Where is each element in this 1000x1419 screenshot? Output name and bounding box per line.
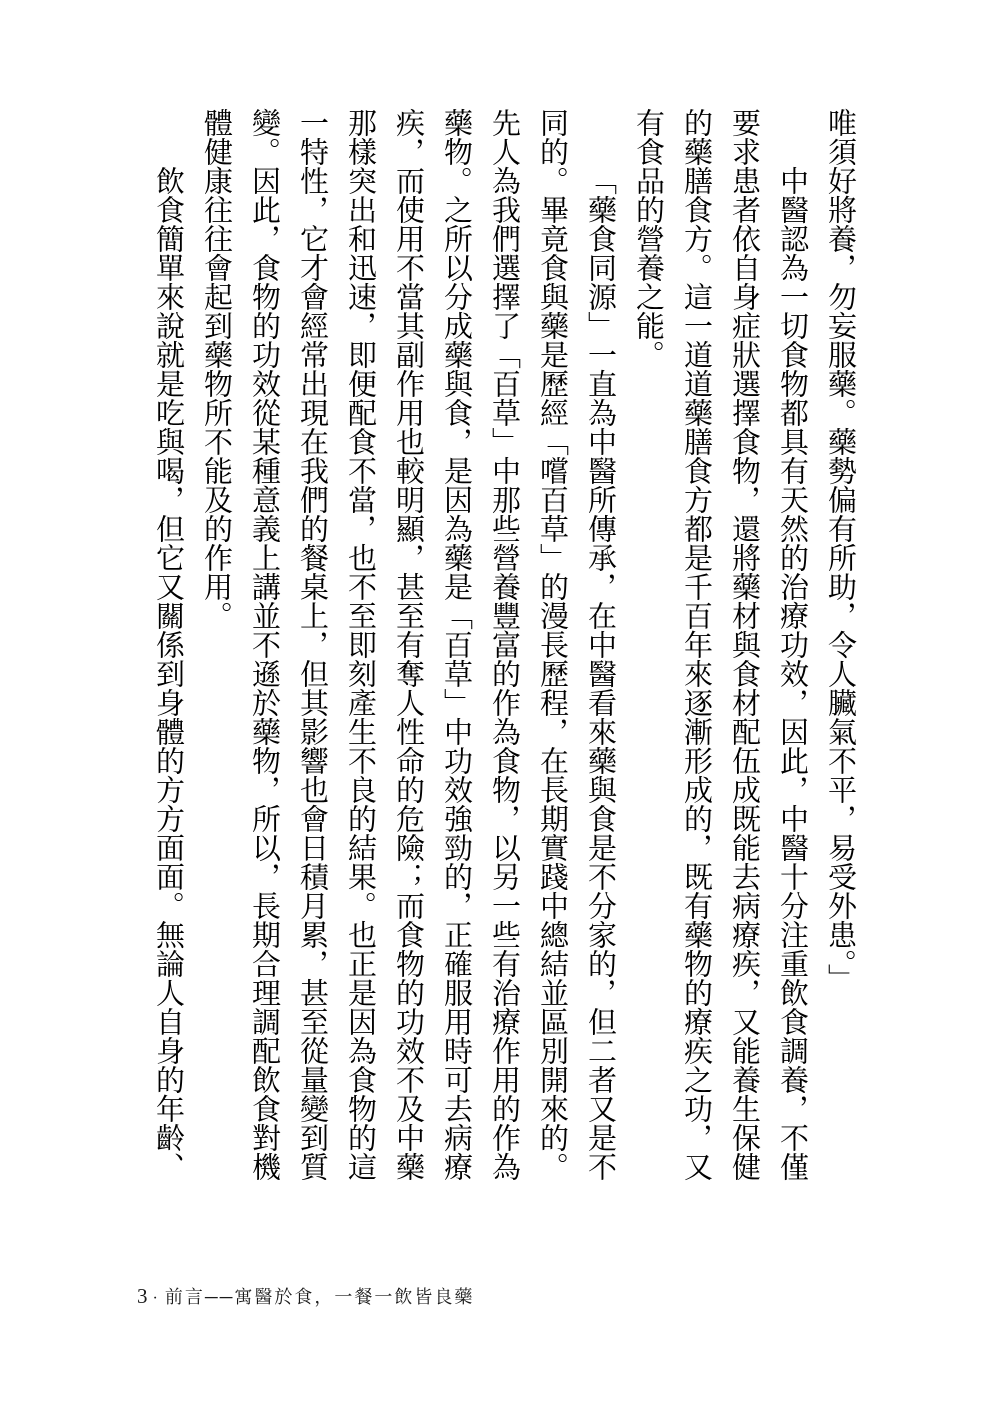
page-footer	[137, 1283, 474, 1309]
paragraph: 唯須好將養，勿妄服藥。藥勢偏有所助，令人臟氣不平，易受外患。」	[824, 108, 856, 993]
footer-separator: ·	[152, 1290, 160, 1307]
paragraph: 「藥食同源」一直為中醫所傳承，在中醫看來藥與食是不分家的，但二者又是不同的。畢竟食與藥是歷經「嚐百草」的漫長歷程，在長期實踐中總結並區別開來的。先人為我們選擇了「百草」中那些營養豐富的作為食物，以另一些有治療作用的作為藥物。之所以分成藥與食，是因為藥是「百草」中功效強勁的，正確服用時可去病療疾，而使用不當其副作用也較明顯，甚至有奪人性命的危險；而食物的功效不及中藥那樣突出和迅速，即便配食不當，也不至即刻產生不良的結果。也正是因為食物的這一特性，它才會經常出現在我們的餐桌上，但其影響也會日積月累，甚至從量變到質變。因此，食物的功效從某種意義上講並不遜於藥物，所以，長期合理調配飲食對機體健康往往會起到藥物所不能及的作用。	[200, 108, 616, 1181]
chapter-title: 前言──寓醫於食，一餐一飲皆良藥	[164, 1287, 475, 1307]
page-number: 3	[137, 1284, 148, 1308]
paragraph: 飲食簡單來說就是吃與喝，但它又關係到身體的方方面面。無論人自身的年齡、	[152, 166, 184, 1181]
vertical-text-block	[142, 108, 864, 1188]
paragraph: 中醫認為一切食物都具有天然的治療功效，因此，中醫十分注重飲食調養，不僅要求患者依自身症狀選擇食物，還將藥材與食材配伍成既能去病療疾，又能養生保健的藥膳食方。這一道道藥膳食方都是千百年來逐漸形成的，既有藥物的療疾之功，又有食品的營養之能。	[632, 108, 808, 1181]
